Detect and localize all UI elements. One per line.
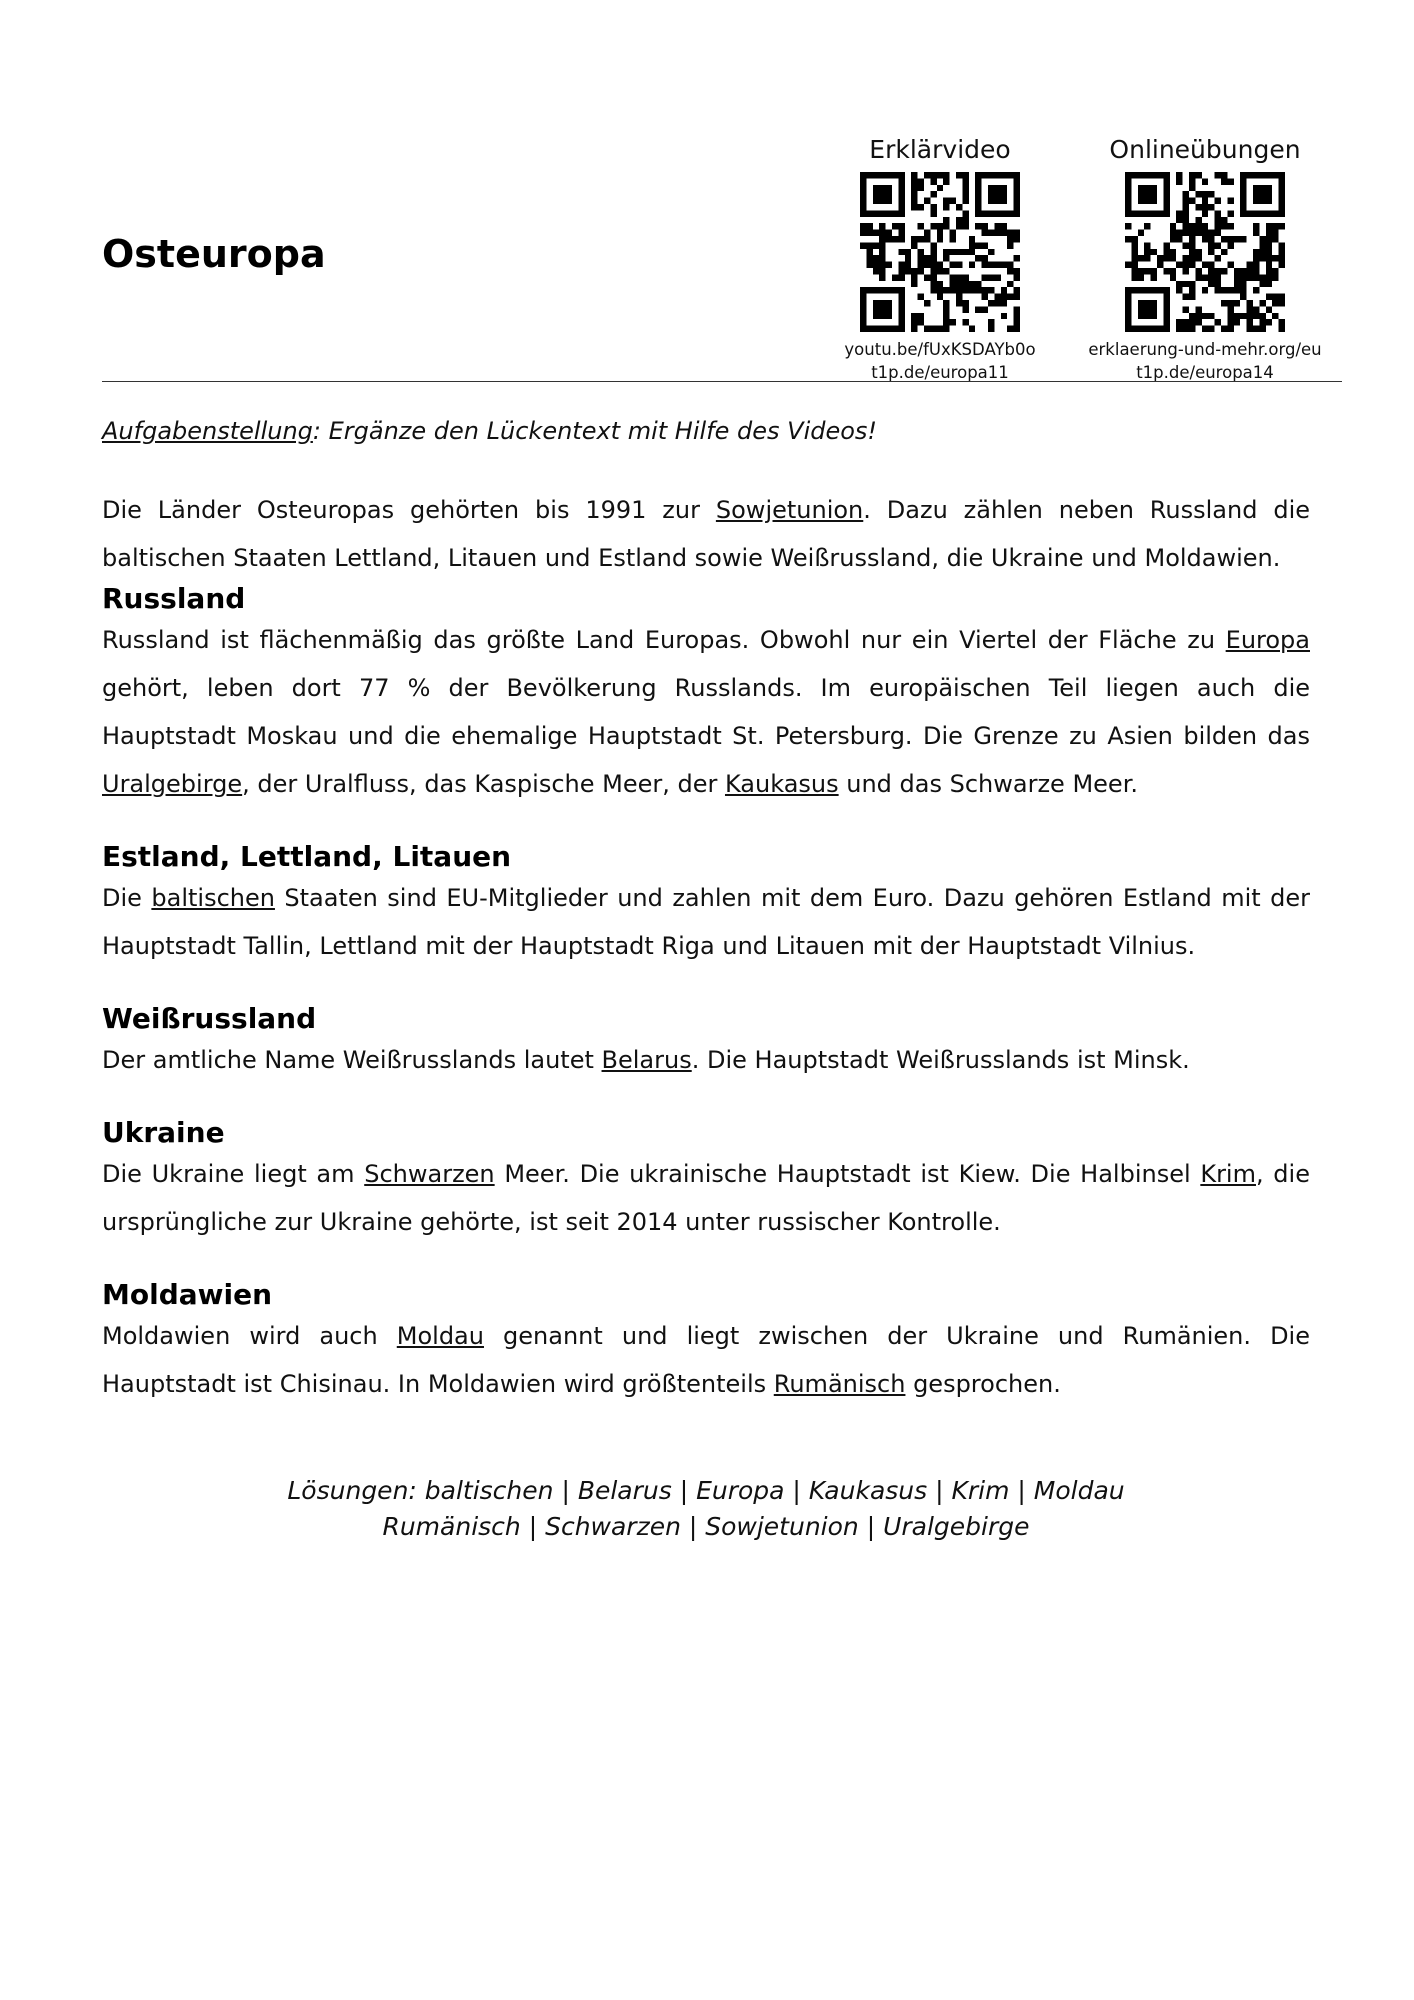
- task-text: : Ergänze den Lückentext mit Hilfe des Videos!: [312, 417, 878, 445]
- qr-label-video: Erklärvideo: [869, 135, 1011, 164]
- qr-link-video-short[interactable]: t1p.de/europa11: [871, 363, 1009, 382]
- section-paragraph: [102, 1150, 1310, 1246]
- gap-answer: Schwarzen: [364, 1160, 495, 1188]
- worksheet-content: [102, 412, 1310, 1440]
- section-russland: [102, 582, 1310, 808]
- gap-answer: Rumänisch: [773, 1370, 906, 1398]
- section-text: Meer. Die ukrainische Hauptstadt ist Kiew. Die Halbinsel: [494, 1160, 1201, 1188]
- gap-answer: baltischen: [151, 884, 275, 912]
- intro-text: Die Länder Osteuropas gehörten bis 1991 zur: [102, 496, 716, 524]
- gap-answer: Krim: [1200, 1160, 1256, 1188]
- qr-block-exercises: [1070, 132, 1340, 384]
- solutions-box: [102, 1473, 1310, 1545]
- section-text: . Die Hauptstadt Weißrusslands ist Minsk.: [691, 1046, 1190, 1074]
- section-paragraph: [102, 874, 1310, 970]
- intro-paragraph: [102, 486, 1310, 582]
- intro-text: . Dazu zählen neben Russland die baltischen Staaten Lettland, Litauen und Estland sowie Weißrussland, die Ukraine und Moldawien.: [102, 496, 1311, 572]
- header-divider: [102, 381, 1342, 382]
- section-paragraph: [102, 616, 1310, 808]
- gap-answer: Sowjetunion: [715, 496, 864, 524]
- qr-block-video: [805, 132, 1075, 384]
- section-paragraph: [102, 1036, 1310, 1084]
- section-text: Der amtliche Name Weißrusslands lautet: [102, 1046, 602, 1074]
- section-heading: Estland, Lettland, Litauen: [102, 840, 512, 873]
- page-title: Osteuropa: [102, 232, 326, 276]
- gap-answer: Uralgebirge: [102, 770, 243, 798]
- gap-answer: Belarus: [601, 1046, 692, 1074]
- solutions-line-1: Lösungen: baltischen | Belarus | Europa | Kaukasus | Krim | Moldau: [287, 1476, 1125, 1505]
- gap-answer: Moldau: [396, 1322, 484, 1350]
- section-heading: Weißrussland: [102, 1002, 317, 1035]
- qr-label-exercises: Onlineübungen: [1109, 135, 1301, 164]
- section-text: Russland ist flächenmäßig das größte Land Europas. Obwohl nur ein Viertel der Fläche zu: [102, 626, 1226, 654]
- section-text: Die: [102, 884, 152, 912]
- section-text: gesprochen.: [905, 1370, 1061, 1398]
- section-text: Moldawien wird auch: [102, 1322, 397, 1350]
- section-paragraph: [102, 1312, 1310, 1408]
- section-text: Die Ukraine liegt am: [102, 1160, 365, 1188]
- section-text: , die ursprüngliche zur Ukraine gehörte, ist seit 2014 unter russischer Kontrolle.: [102, 1160, 1310, 1236]
- qr-code-video[interactable]: [860, 172, 1020, 332]
- qr-link-exercises-url[interactable]: erklaerung-und-mehr.org/eu: [1088, 340, 1322, 359]
- solutions-line-2: Rumänisch | Schwarzen | Sowjetunion | Uralgebirge: [382, 1512, 1030, 1541]
- section-ukraine: [102, 1116, 1310, 1246]
- section-text: gehört, leben dort 77 % der Bevölkerung Russlands. Im europäischen Teil liegen auch die Hauptstadt Moskau und die ehemalige Hauptstadt St. Petersburg. Die Grenze zu Asien bilden das: [102, 674, 1310, 750]
- qr-link-video-url[interactable]: youtu.be/fUxKSDAYb0o: [844, 340, 1036, 359]
- section-text: genannt und liegt zwischen der Ukraine und Rumänien. Die Hauptstadt ist Chisinau. In Moldawien wird größtenteils: [102, 1322, 1310, 1398]
- section-heading: Ukraine: [102, 1116, 225, 1149]
- section-baltikum: [102, 840, 1310, 970]
- section-moldawien: [102, 1278, 1310, 1408]
- qr-link-exercises-short[interactable]: t1p.de/europa14: [1136, 363, 1274, 382]
- section-weissrussland: [102, 1002, 1310, 1084]
- section-heading: Russland: [102, 582, 246, 615]
- section-text: , der Uralfluss, das Kaspische Meer, der: [242, 770, 725, 798]
- gap-answer: Kaukasus: [724, 770, 839, 798]
- task-instruction: [102, 412, 1310, 450]
- section-text: und das Schwarze Meer.: [838, 770, 1138, 798]
- section-text: Staaten sind EU-Mitglieder und zahlen mit dem Euro. Dazu gehören Estland mit der Hauptstadt Tallin, Lettland mit der Hauptstadt Riga und Litauen mit der Hauptstadt Vilnius.: [102, 884, 1310, 960]
- section-heading: Moldawien: [102, 1278, 273, 1311]
- gap-answer: Europa: [1225, 626, 1310, 654]
- qr-code-exercises[interactable]: [1125, 172, 1285, 332]
- task-label: Aufgabenstellung: [102, 417, 313, 445]
